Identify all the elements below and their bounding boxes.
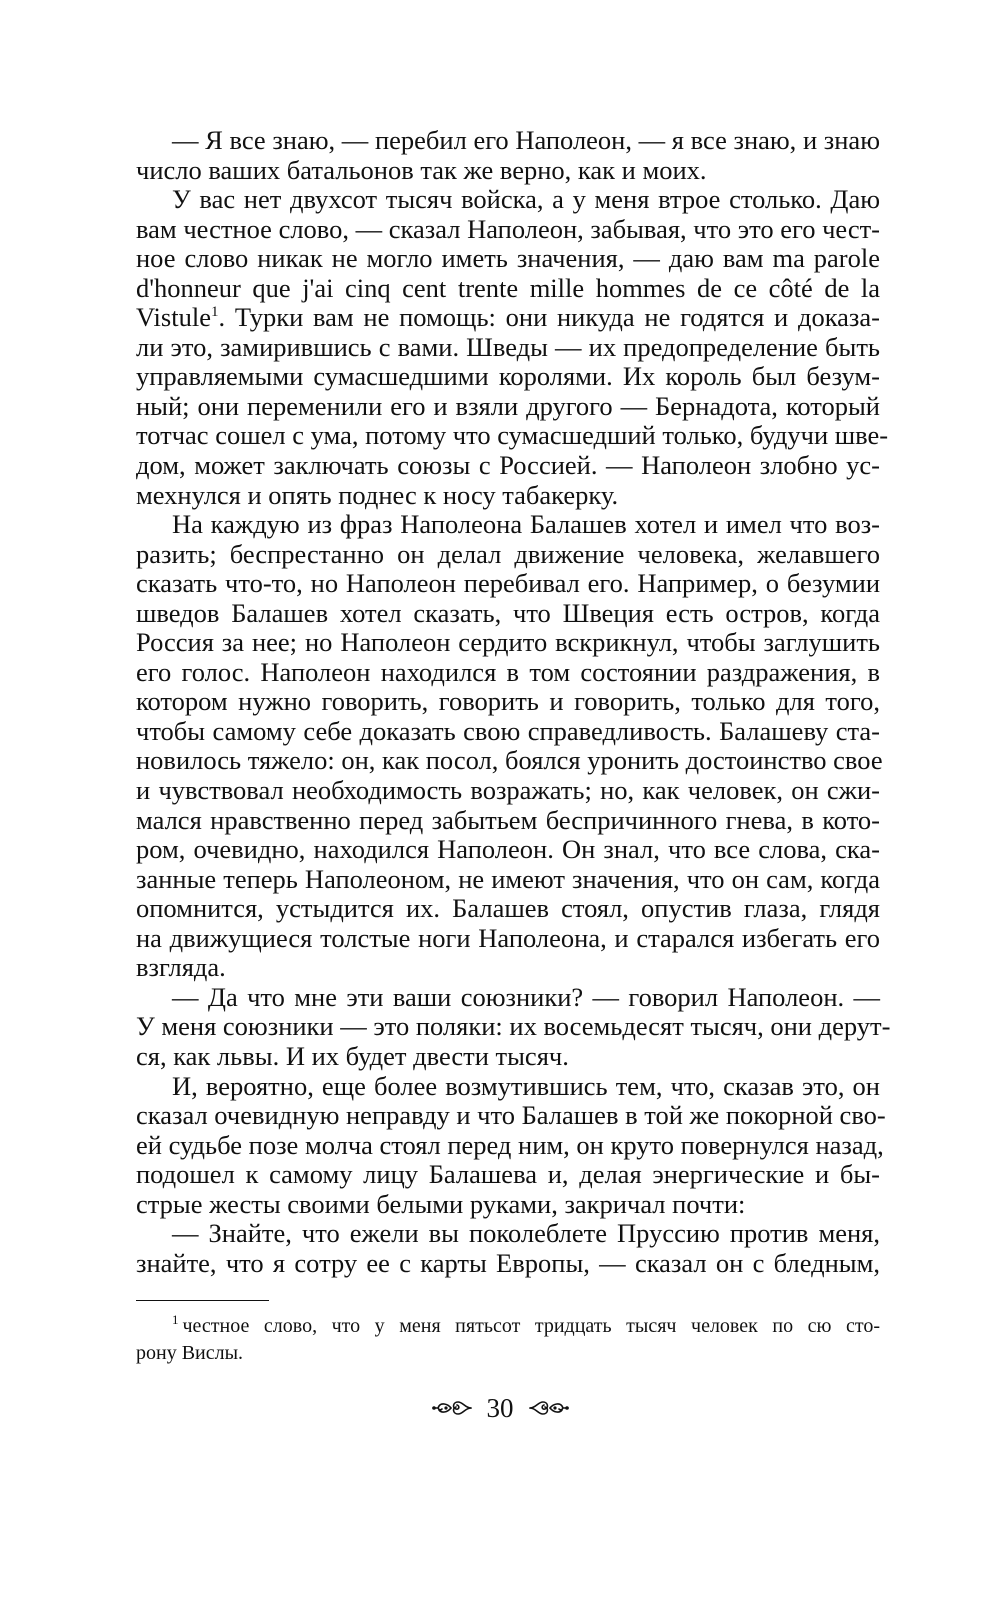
- text-segment: Vistule: [136, 302, 211, 333]
- fleuron-left-icon: [431, 1396, 473, 1420]
- text-line: ный; они переменили его и взяли другого — Бернадота, который: [136, 390, 880, 421]
- text-line: взгляда.: [136, 952, 226, 983]
- text-line: вам честное слово, — сказал Наполеон, забывая, что это его чест-: [136, 213, 880, 244]
- text-line: — Я все знаю, — перебил его Наполеон, — я все знаю, и знаю: [172, 125, 880, 155]
- text-line: ей судьбе позе молча стоял перед ним, он круто повернулся назад,: [136, 1129, 884, 1160]
- footnote-reference: 1: [210, 304, 219, 321]
- text-line: У вас нет двухсот тысяч войска, а у меня втрое столько. Даю: [172, 184, 880, 215]
- text-line: подошел к самому лицу Балашева и, делая энергические и бы-: [136, 1159, 880, 1190]
- body-text: [136, 125, 891, 1278]
- text-line: число ваших батальонов так же верно, как и моих.: [136, 154, 707, 185]
- text-line: шведов Балашев хотел сказать, что Швеция есть остров, когда: [136, 597, 880, 628]
- text-line: опомнится, устыдится их. Балашев стоял, опустив глаза, глядя: [136, 893, 880, 924]
- text-line: мехнулся и опять поднес к носу табакерку.: [136, 479, 619, 510]
- text-line: стрые жесты своими белыми руками, закричал почти:: [136, 1188, 746, 1219]
- text-line: ное слово никак не могло иметь значения, — даю вам ma parole: [136, 243, 880, 274]
- footnote-rule: [136, 1300, 269, 1301]
- text-line: [136, 303, 880, 333]
- text-line: сказать что-то, но Наполеон перебивал его. Например, о безумии: [136, 568, 880, 599]
- text-line: чтобы самому себе доказать свою справедливость. Балашеву ста-: [136, 715, 880, 746]
- text-line: ся, как львы. И их будет двести тысяч.: [136, 1040, 569, 1071]
- text-line: — Да что мне эти ваши союзники? — говорил Наполеон. —: [172, 981, 880, 1012]
- fleuron-right-icon: [528, 1396, 570, 1420]
- text-line: У меня союзники — это поляки: их восемьдесят тысяч, они дерут-: [136, 1011, 891, 1042]
- text-line: d'honneur que j'ai cinq cent trente mille hommes de ce côté de la: [136, 272, 880, 303]
- text-line: разить; беспрестанно он делал движение человека, желавшего: [136, 538, 880, 569]
- text-line: ли это, замирившись с вами. Шведы — их предопределение быть: [136, 331, 880, 362]
- text-line: дом, может заключать союзы с Россией. — Наполеон злобно ус-: [136, 450, 880, 481]
- footnote-text-1: честное слово, что у меня пятьсот тридцать тысяч человек по сю сто-: [182, 1315, 880, 1337]
- text-segment: . Турки вам не помощь: они никуда не годятся и доказа-: [218, 302, 880, 333]
- footnote: [136, 1313, 880, 1367]
- text-line: знайте, что я сотру ее с карты Европы, — сказал он с бледным,: [136, 1247, 880, 1278]
- text-line: новилось тяжело: он, как посол, боялся уронить достоинство свое: [136, 745, 883, 776]
- text-line: На каждую из фраз Наполеона Балашев хотел и имел что воз-: [172, 509, 880, 540]
- footnote-number: 1: [172, 1312, 179, 1327]
- page-number: 30: [486, 1393, 514, 1423]
- text-line: тотчас сошел с ума, потому что сумасшедший только, будучи шве-: [136, 420, 889, 451]
- text-line: занные теперь Наполеоном, не имеют значения, что он сам, когда: [136, 863, 880, 894]
- footnote-line-1: [136, 1313, 880, 1340]
- text-line: на движущиеся толстые ноги Наполеона, и старался избегать его: [136, 922, 880, 953]
- text-line: его голос. Наполеон находился в том состоянии раздражения, в: [136, 656, 880, 687]
- text-line: котором нужно говорить, говорить и говорить, только для того,: [136, 686, 880, 717]
- text-line: И, вероятно, еще более возмутившись тем, что, сказав это, он: [172, 1070, 880, 1101]
- text-line: — Знайте, что ежели вы поколеблете Пруссию против меня,: [172, 1218, 880, 1249]
- text-line: ром, очевидно, находился Наполеон. Он знал, что все слова, ска-: [136, 834, 880, 865]
- text-line: сказал очевидную неправду и что Балашев в той же покорной сво-: [136, 1100, 886, 1131]
- text-line: мался нравственно перед забытьем беспричинного гнева, в кото-: [136, 804, 880, 835]
- footnote-line-2: рону Вислы.: [136, 1342, 244, 1364]
- text-line: управляемыми сумасшедшими королями. Их король был безум-: [136, 361, 880, 392]
- folio: [0, 1388, 1000, 1428]
- text-line: Россия за нее; но Наполеон сердито вскрикнул, чтобы заглушить: [136, 627, 880, 658]
- text-line: и чувствовал необходимость возражать; но, как человек, он сжи-: [136, 775, 880, 806]
